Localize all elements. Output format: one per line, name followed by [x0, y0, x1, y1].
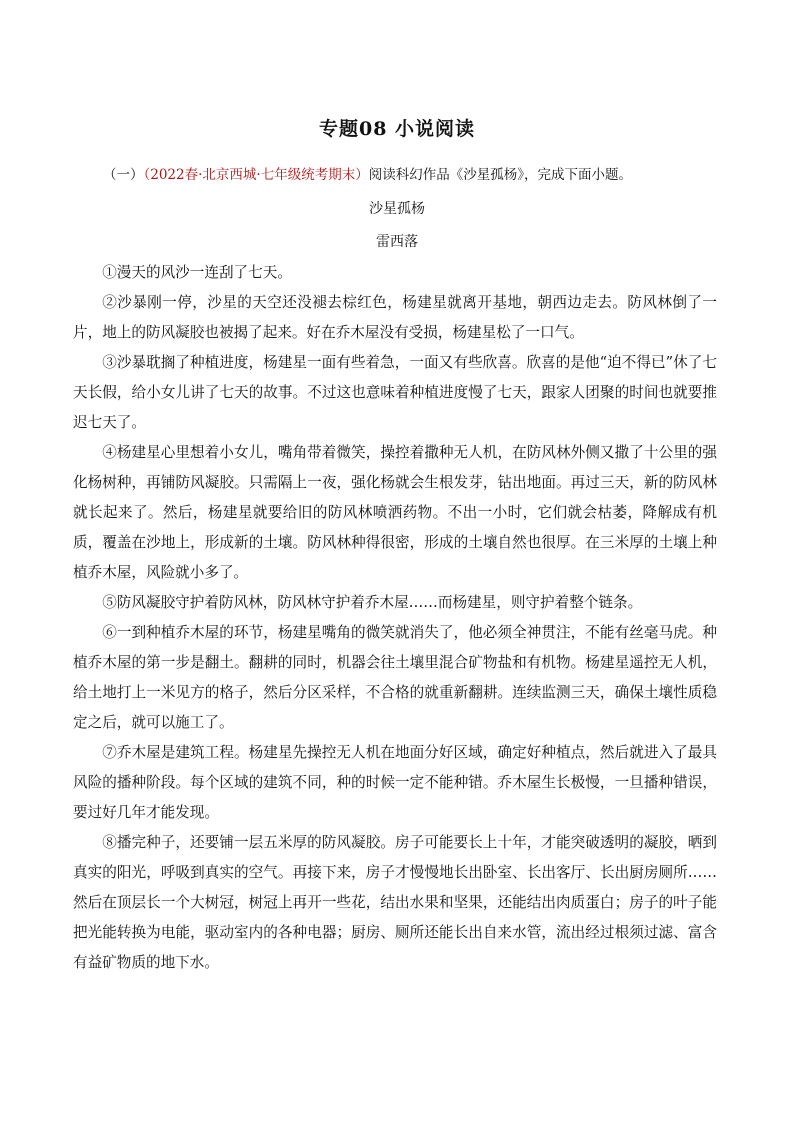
- question-number: （一）: [103, 167, 144, 183]
- story-author: 雷西落: [376, 234, 418, 250]
- paragraph-5: ⑤防风凝胶守护着防风林，防风林守护着乔木屋……而杨建星，则守护着整个链条。: [102, 594, 643, 611]
- story-body: [73, 258, 717, 978]
- paragraph-8: ⑧播完种子，还要铺一层五米厚的防风凝胶。房子可能要长上十年，才能突破透明的凝胶，晒到真实的阳光，呼吸到真实的空气。再接下来，房子才慢慢地长出卧室、长出客厅、长出厨房厕所……然后在顶层长一个大树冠，树冠上再开一些花，结出水果和坚果，还能结出肉质蛋白；房子的叶子能把光能转换为电能，驱动室内的各种电器；厨房、厕所还能长出自来水管，流出经过根须过滤、富含有益矿物质的地下水。: [73, 834, 717, 971]
- paragraph-2: ②沙暴刚一停，沙星的天空还没褪去棕红色，杨建星就离开基地，朝西边走去。防风林倒了一片，地上的防风凝胶也被揭了起来。好在乔木屋没有受损，杨建星松了一口气。: [73, 294, 717, 341]
- question-instruction: 阅读科幻作品《沙星孤杨》，完成下面小题。: [368, 167, 632, 183]
- page-title: 专题08 小说阅读: [318, 118, 476, 140]
- question-intro: [103, 163, 723, 183]
- story-title: 沙星孤杨: [369, 201, 425, 217]
- paragraph-6: ⑥一到种植乔木屋的环节，杨建星嘴角的微笑就消失了，他必须全神贯注，不能有丝毫马虎。种植乔木屋的第一步是翻土。翻耕的同时，机器会往土壤里混合矿物盐和有机物。杨建星遥控无人机，给土地打上一米见方的格子，然后分区采样，不合格的就重新翻耕。连续监测三天，确保土壤性质稳定之后，就可以施工了。: [73, 624, 717, 731]
- paragraph-4: ④杨建星心里想着小女儿，嘴角带着微笑，操控着撒种无人机，在防风林外侧又撒了十公里的强化杨树种，再铺防风凝胶。只需隔上一夜，强化杨就会生根发芽，钻出地面。再过三天，新的防风林就长起来了。然后，杨建星就要给旧的防风林喷洒药物。不出一小时，它们就会枯萎，降解成有机质，覆盖在沙地上，形成新的土壤。防风林种得很密，形成的土壤自然也很厚。在三米厚的土壤上种植乔木屋，风险就小多了。: [73, 444, 717, 581]
- question-source: （2022春·北京西城·七年级统考期末）: [143, 167, 369, 183]
- paragraph-3: ③沙暴耽搁了种植进度，杨建星一面有些着急，一面又有些欣喜。欣喜的是他“迫不得已”休了七天长假，给小女儿讲了七天的故事。不过这也意味着种植进度慢了七天，跟家人团聚的时间也就要推迟七天了。: [73, 354, 717, 431]
- paragraph-7: ⑦乔木屋是建筑工程。杨建星先操控无人机在地面分好区域，确定好种植点，然后就进入了最具风险的播种阶段。每个区域的建筑不同，种的时候一定不能种错。乔木屋生长极慢，一旦播种错误，要过好几年才能发现。: [73, 744, 717, 821]
- paragraph-1: ①漫天的风沙一连刮了七天。: [102, 264, 292, 281]
